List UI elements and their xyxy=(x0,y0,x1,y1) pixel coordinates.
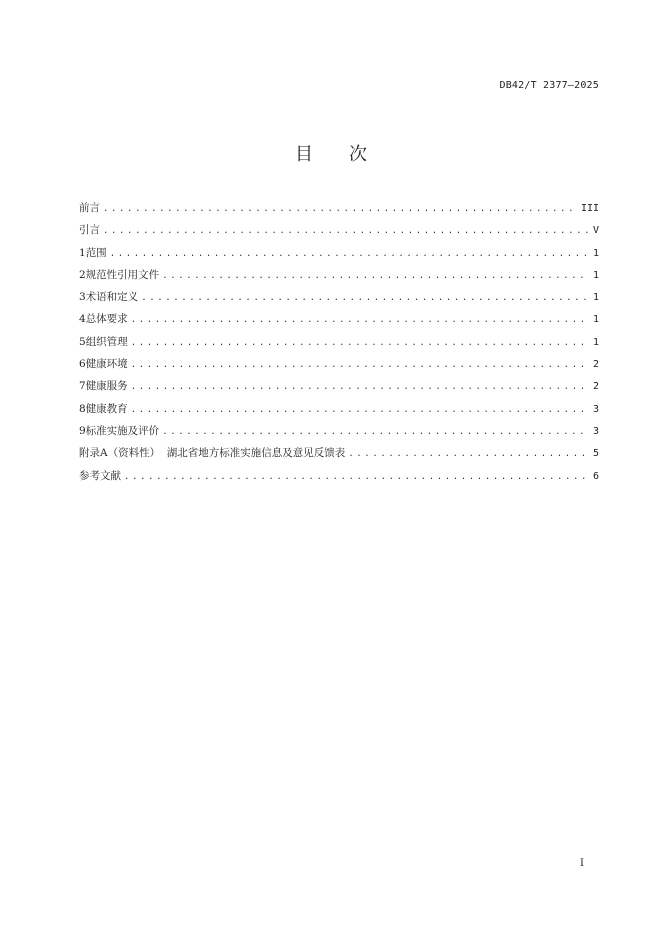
toc-entry-label: 总体要求 xyxy=(85,313,128,326)
toc-entry-label: 健康教育 xyxy=(85,402,128,415)
toc-entry-page: 3 xyxy=(592,403,599,415)
toc-entry-foreword[interactable] xyxy=(79,200,599,222)
toc-entry-implementation-evaluation[interactable] xyxy=(79,423,599,445)
toc-entry-number: 5 xyxy=(79,335,86,348)
toc-entry-label: 标准实施及评价 xyxy=(85,424,160,437)
toc-entry-page: 2 xyxy=(592,381,599,393)
toc-entry-page: 1 xyxy=(592,336,599,348)
toc-entry-number: 3 xyxy=(79,291,86,304)
toc-entry-number: 1 xyxy=(79,246,86,259)
toc-entry-organization-management[interactable] xyxy=(79,334,599,356)
toc-dot-leader xyxy=(131,338,588,348)
toc-dot-leader xyxy=(131,405,588,415)
page-number: I xyxy=(580,858,584,869)
toc-entry-appendix-a[interactable] xyxy=(79,445,599,467)
toc-entry-label: 引言 xyxy=(79,224,100,237)
toc-entry-health-environment[interactable] xyxy=(79,356,599,378)
toc-entry-number: 6 xyxy=(79,358,86,371)
toc-dot-leader xyxy=(103,204,578,214)
toc-dot-leader xyxy=(124,472,588,482)
toc-entry-number: 8 xyxy=(79,402,86,415)
toc-dot-leader xyxy=(110,249,588,259)
toc-entry-health-education[interactable] xyxy=(79,401,599,423)
toc-entry-general-requirements[interactable] xyxy=(79,311,599,333)
toc-entry-bibliography[interactable] xyxy=(79,468,599,490)
toc-entry-page: 5 xyxy=(592,448,599,460)
toc-dot-leader xyxy=(131,315,588,325)
toc-entry-page: 1 xyxy=(592,247,599,259)
toc-entry-page: V xyxy=(592,225,599,237)
toc-entry-label: 附录A（资料性） 湖北省地方标准实施信息及意见反馈表 xyxy=(79,447,346,460)
toc-entry-health-services[interactable] xyxy=(79,378,599,400)
toc-entry-terms-definitions[interactable] xyxy=(79,289,599,311)
toc-entry-label: 前言 xyxy=(79,202,100,214)
toc-entry-scope[interactable] xyxy=(79,245,599,267)
toc-entry-introduction[interactable] xyxy=(79,222,599,244)
toc-dot-leader xyxy=(162,427,588,437)
toc-entry-page: 1 xyxy=(592,314,599,326)
toc-dot-leader xyxy=(103,226,588,236)
toc-entry-label: 术语和定义 xyxy=(85,291,139,304)
toc-entry-label: 范围 xyxy=(85,246,107,259)
toc-entry-page: 1 xyxy=(592,269,599,281)
toc-dot-leader xyxy=(141,293,588,303)
toc-entry-label: 规范性引用文件 xyxy=(85,268,160,281)
toc-entry-page: 1 xyxy=(592,292,599,304)
toc-entry-page: III xyxy=(580,203,599,214)
toc-title xyxy=(0,140,662,166)
toc-dot-leader xyxy=(131,382,588,392)
toc-title-char-2: 次 xyxy=(349,144,367,165)
toc-dot-leader xyxy=(131,360,588,370)
document-code: DB42/T 2377—2025 xyxy=(499,80,599,91)
toc-entry-number: 7 xyxy=(79,380,86,393)
toc-dot-leader xyxy=(162,271,588,281)
table-of-contents xyxy=(79,200,599,490)
toc-entry-label: 组织管理 xyxy=(85,335,128,348)
toc-entry-number: 4 xyxy=(79,313,86,326)
toc-entry-label: 健康环境 xyxy=(85,358,128,371)
toc-dot-leader xyxy=(348,449,588,459)
toc-entry-page: 2 xyxy=(592,359,599,371)
toc-entry-number: 9 xyxy=(79,424,86,437)
toc-entry-normative-references[interactable] xyxy=(79,267,599,289)
toc-entry-label: 健康服务 xyxy=(85,380,128,393)
toc-entry-label: 参考文献 xyxy=(79,469,121,482)
toc-entry-number: 2 xyxy=(79,268,86,281)
toc-title-char-1: 目 xyxy=(295,144,313,165)
toc-entry-page: 6 xyxy=(592,470,599,482)
toc-entry-page: 3 xyxy=(592,425,599,437)
